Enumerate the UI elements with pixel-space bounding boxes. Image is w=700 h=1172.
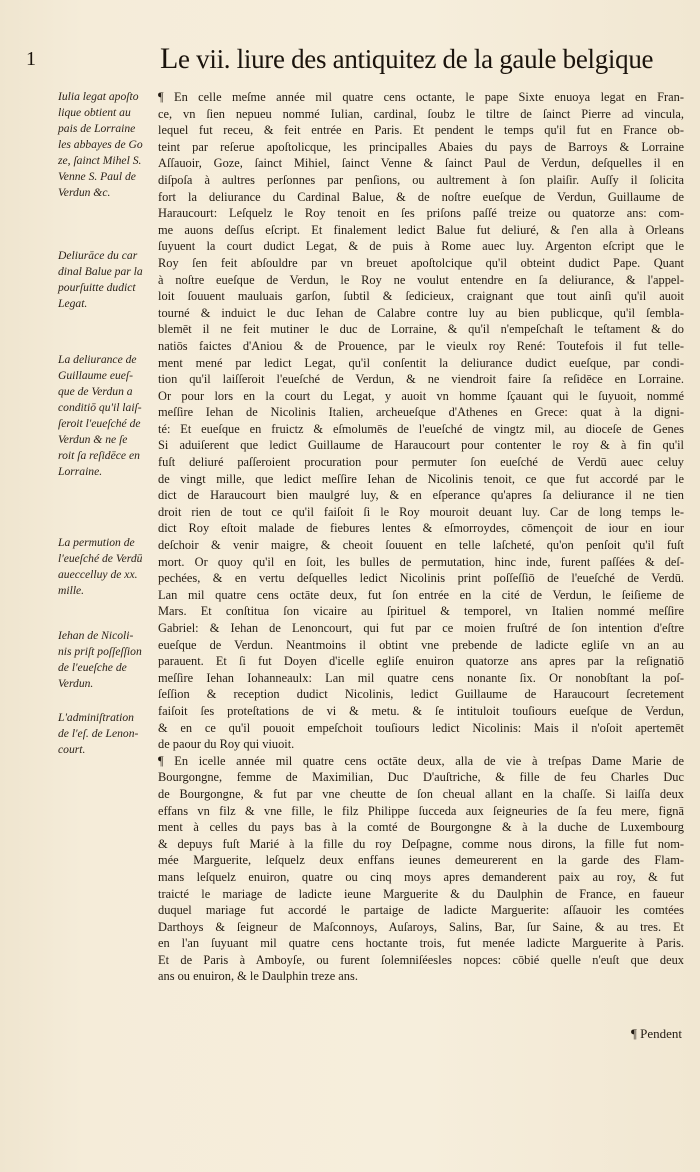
- body-line: ce, vn ſien nepueu nommé Iulian, cardinal, ſoubz le tiltre de ſainct Pierre ad vincula,: [158, 106, 684, 121]
- body-line: diſpoſa à aultres perſonnes par penſions, ou aultrement à ſon plaiſir. Auſſy il ſolicita: [158, 172, 684, 187]
- margin-note-line: pais de Lorraine: [58, 122, 136, 135]
- body-line: dict Roy eſtoit malade de fiebures lentes & eſmorroydes, cōmençoit de iour en iour: [158, 521, 684, 536]
- body-line: droit rien de tout ce qu'il faiſoit ſi le Roy mouroit deuant luy. Car de long temps le-: [158, 504, 684, 519]
- margin-note-line: Iulia legat apoſto: [58, 90, 139, 103]
- margin-note-line: que de Verdun a: [58, 385, 133, 398]
- body-line: Bourgongne, femme de Maximilian, Duc D'auſtriche, & fille de feu Charles Duc: [158, 770, 684, 785]
- body-line: Lan mil quatre cens octāte deux, fut ſon entrée en la cité de Verdun, le ſeiſieme de: [158, 587, 684, 602]
- body-line: duquel mariage fut accordé le partaige de ladicte Marguerite: aſſauoir les comtées: [158, 903, 684, 918]
- body-line: ment à celles du pays bas à la comté de Bourgongne & à la duche de Luxembourg: [158, 820, 684, 835]
- body-line: en l'an ſuyuant mil quatre cens hoctante trois, fut menée ladicte Marguerite à Paris.: [158, 936, 684, 951]
- margin-note-line: ze, ſainct Mihel S.: [58, 154, 142, 167]
- body-line: me auons deſſus eſcript. Et finalement ledict Balue fut deliuré, & ſ'en alla à Orleans: [158, 222, 684, 237]
- margin-note-line: pourſuitte dudict: [58, 281, 136, 294]
- body-line: ſuyuent la court dudict Legat, & de puis à Rome auec luy. Argenton eſcript que le: [158, 239, 684, 254]
- margin-note-line: Guillaume eueſ-: [58, 369, 134, 382]
- body-line: eueſque de Verdun. Neantmoins il obtint vne prebende de ladicte egliſe vn an au: [158, 637, 684, 652]
- body-line: teint par reſerue apoſtolicque, les principalles Abaies du pays de Barroys & Lorraine: [158, 139, 684, 154]
- body-line: ¶ En celle meſme année mil quatre cens octante, le pape Sixte enuoya legat en Fran-: [158, 90, 684, 104]
- body-line: Si aduiſerent que ledict Guillaume de Haraucourt pour contenter le roy & à fin qu'il: [158, 438, 684, 453]
- margin-note-line: lique obtient au: [58, 106, 131, 119]
- margin-note-line: conditiō qu'il laiſ-: [58, 401, 142, 414]
- margin-note-line: roit ſa reſidēce en: [58, 449, 140, 462]
- body-line: té: Et eueſque en fruictz & eſmolumēs de l'eueſché de vingtz mil, au dioceſe de Genes: [158, 421, 684, 436]
- folio-number: 1: [26, 48, 36, 70]
- margin-note-line: La deliurance de: [58, 353, 137, 366]
- margin-note-3: [58, 352, 158, 480]
- margin-note-line: l'eueſché de Verdū: [58, 552, 143, 565]
- margin-note-5: [58, 628, 158, 692]
- margin-note-line: Legat.: [58, 297, 88, 310]
- body-line: parauent. Et ſi fut Doyen d'icelle egliſe enuiron quatorze ans apres par la reſignatiō: [158, 654, 684, 669]
- margin-note-line: Verdun &c.: [58, 186, 111, 199]
- body-text: [158, 89, 684, 985]
- margin-note-6: [58, 710, 158, 758]
- body-line: tourné & induict le duc Iehan de Calabre contre luy au bien publicque, qu'il ſembla-: [158, 305, 684, 320]
- margin-note-line: La permution de: [58, 536, 135, 549]
- margin-note-4: [58, 535, 158, 599]
- body-line: fuſt deliuré paſſeroient procuration pour permuter ſon eueſché de Verdū auec celuy: [158, 455, 684, 470]
- body-line: loit ſouuent mauluais garſon, ſubtil & ſedicieux, craignant que tout ainſi qu'il auoit: [158, 289, 684, 304]
- running-head: [160, 42, 653, 76]
- body-line: blemēt il ne feit mutiner le duc de Lorraine, & qu'il n'empeſchaſt le teſtament & do: [158, 322, 684, 337]
- body-line: mée Marguerite, leſquelz deux enffans ieunes demeurerent en la garde des Flam-: [158, 853, 684, 868]
- body-line: & en ce qu'il pouoit empeſchoit touſiours ledict Nicolinis: Mais il n'oſoit apertemēt: [158, 720, 684, 735]
- margin-note-line: court.: [58, 743, 86, 756]
- body-line: tion qu'il laiſſeroit l'eueſché de Verdun, & ne viendroit faire ſa reſidēce en Lorraine.: [158, 372, 684, 387]
- margin-note-line: de l'eueſche de: [58, 661, 127, 674]
- body-line: dict de Haraucourt bien maulgré luy, & en eſperance qu'apres ſa deliurance il ne tien: [158, 488, 684, 503]
- body-line: effans vn filz & vne fille, le filz Philippe ſucceda aux ſeigneuries de ſa feu mere, fignā: [158, 803, 684, 818]
- body-line: mort. Or quoy qu'il en ſoit, les bulles de permutation, hinc inde, furent paſſées & deſ-: [158, 554, 684, 569]
- body-line: lequel fut receu, & feit entrée en Paris. Et pendent le temps qu'il fut en France ob-: [158, 123, 684, 138]
- margin-note-line: Iehan de Nicoli-: [58, 629, 134, 642]
- margin-note-line: dinal Balue par la: [58, 265, 143, 278]
- body-line: de vingt mille, que ledict meſſire Iehan de Nicolinis tenoit, ce que fut accordé par le: [158, 471, 684, 486]
- body-line: natiōs faictes d'Aniou & de Prouence, par le vieulx roy René: Toutefois il fut telle-: [158, 338, 684, 353]
- margin-note-line: Verdun.: [58, 677, 94, 690]
- margin-note-line: Deliurāce du car: [58, 249, 138, 262]
- margin-note-line: Verdun & ne ſe: [58, 433, 128, 446]
- body-line: Haraucourt: Leſquelz le Roy tenoit en ſes priſons paſſé treize ou quatorze ans: com-: [158, 206, 684, 221]
- body-line: ¶ En icelle année mil quatre cens octāte deux, alla de vie à treſpas Dame Marie de: [158, 753, 684, 768]
- body-line: pechées, & en vertu deſquelles ledict Nicolinis print poſſeſſiō de l'eueſché de Verdū.: [158, 571, 684, 586]
- body-line: mans leſquelz enuiron, quatre ou cinq moys apres demanderent paix au roy, & fut: [158, 869, 684, 884]
- margin-note-line: aueccelluy de xx.: [58, 568, 138, 581]
- body-line: Mars. Et conſtitua ſon vicaire au ſpirituel & temporel, vn Italien nommé meſſire: [158, 604, 684, 619]
- body-line: à noſtre eueſque de Verdun, le Roy ne voulut entendre en ſa deliurance, & l'appel-: [158, 272, 684, 287]
- body-line: traicté le mariage de ladicte ieune Marguerite & du Daulphin de France, en faueur: [158, 886, 684, 901]
- catchword: ¶ Pendent: [630, 1026, 682, 1041]
- body-line: Darthoys & ſeigneur de Maſconnoys, Auſaroys, Salins, Bar, ſur Saine, & au tres. Et: [158, 919, 684, 934]
- margin-note-1: [58, 89, 158, 201]
- margin-note-line: de l'eſ. de Lenon-: [58, 727, 139, 740]
- margin-note-line: ſeroit l'eueſché de: [58, 417, 141, 430]
- body-line: faiſoit ſes proteſtations de vi & metu. & ſe intituloit touſiours eueſque de Verdun,: [158, 703, 684, 718]
- margin-note-line: mille.: [58, 584, 85, 597]
- margin-note-line: L'adminiſtration: [58, 711, 134, 724]
- body-line: meſſire Iehan de Nicolinis Italien, archeueſque d'Athenes en Grece: quat à la digni-: [158, 405, 684, 420]
- running-head-title: e vii. liure des antiquitez de la gaule belgique: [178, 44, 654, 74]
- body-line: ſeſſion & reception dudict Nicolinis, ledict Guillaume de Haraucourt ſecretement: [158, 687, 684, 702]
- margin-note-line: Lorraine.: [58, 465, 103, 478]
- body-line: ans ou enuiron, & le Daulphin treze ans.: [158, 969, 358, 984]
- running-head-initial: L: [160, 42, 179, 75]
- body-line: meſſire Iehan Iohanneaulx: Lan mil quatre cens nonante ſix. Or nonobſtant la poſ-: [158, 670, 684, 685]
- body-line: de Bourgongne, & fut par vne cheutte de ſon cheual allant en la chaſſe. Si laiſſa deux: [158, 786, 684, 801]
- body-line: Et de Paris à Amboyſe, ou furent ſolemniſéesles nopces: cōbié quelle n'euſt que deux: [158, 952, 684, 967]
- body-line: Roy ſen feit abſouldre par vn breuet apoſtolcique qu'il obteint dudict Pape. Quant: [158, 255, 684, 270]
- margin-note-line: Venne S. Paul de: [58, 170, 136, 183]
- body-line: de paour du Roy qui viuoit.: [158, 737, 295, 752]
- body-line: fort la deliurance du Cardinal Balue, & de noſtre eueſque de Verdun, Guillaume de: [158, 189, 684, 204]
- margin-note-2: [58, 248, 158, 312]
- margin-note-line: nis priſt poſſeſſion: [58, 645, 142, 658]
- body-line: Or pour lors en la court du Legat, y auoit vn homme ſçauant qui le ſuyuoit, nommé: [158, 388, 684, 403]
- body-line: deſchoir & venir maigre, & cheoit ſouuent en telle laſcheté, qu'on penſoit qu'il fuſt: [158, 538, 684, 553]
- body-line: ment mené par ledict Legat, qu'il conſentit la deliurance dudict eueſque, par condi-: [158, 355, 684, 370]
- body-line: Aſſauoir, Goze, ſainct Mihiel, ſainct Venne & ſainct Paul de Verdun, deſquelles il en: [158, 156, 684, 171]
- margin-note-line: les abbayes de Go: [58, 138, 143, 151]
- body-line: & depuys fuſt Marié à la fille du roy Deſpagne, comme nous dirons, la fille fut nom-: [158, 836, 684, 851]
- body-line: Gabriel: & Iehan de Lenoncourt, qui fut par ce moien fruſtré de ſon intention d'eſtre: [158, 621, 684, 635]
